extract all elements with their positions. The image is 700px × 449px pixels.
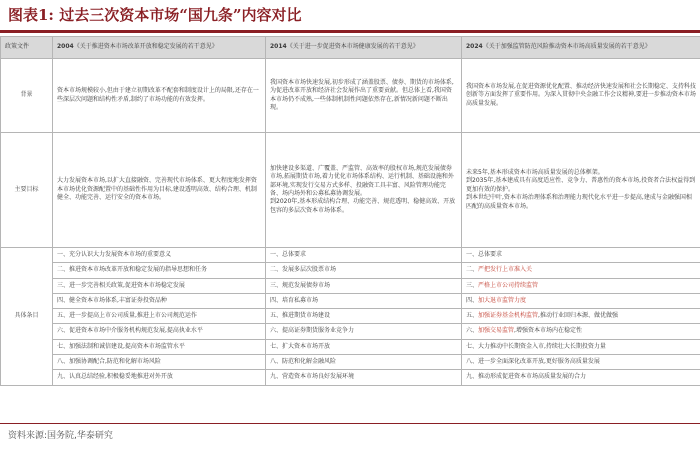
table-row (1, 278, 700, 293)
table-row (1, 339, 700, 354)
item-2024-text: 八、进一步全面深化改革开放,更好服务高质量发展 (466, 358, 600, 366)
page-title: 图表1: 过去三次资本市场“国九条”内容对比 (8, 6, 302, 24)
header-2014: 2014《关于进一步促进资本市场健康发展的若干意见》 (266, 37, 462, 59)
title-divider (0, 30, 700, 33)
table-row (1, 355, 700, 370)
bottom-divider (0, 423, 700, 424)
table-row (1, 293, 700, 308)
item-2024-num: 二、 (466, 266, 479, 274)
item-2024-text: 九、推动形成促进资本市场高质量发展的合力 (466, 373, 587, 381)
item-2024-highlight: 加强证券基金机构监管 (478, 312, 539, 320)
item-2024-rest: ,增强资本市场内在稳定性 (514, 327, 582, 335)
goals-2004: 大力发展资本市场,以扩大直接融资、完善现代市场体系、更大程度地发挥资本市场优化资源配置中的基础性作用为目标,建设透明高效、结构合理、机制健全、功能完善、运行安全的资本市场。 (53, 133, 266, 248)
item-2014: 九、营造资本市场良好发展环境 (266, 370, 462, 385)
item-2014: 一、总体要求 (266, 248, 462, 263)
table-row (1, 309, 700, 324)
table-row (1, 263, 700, 278)
item-2004: 八、加强协调配合,防范和化解市场风险 (53, 355, 266, 370)
item-2024 (462, 293, 700, 308)
item-2024 (462, 248, 700, 263)
item-2024-num: 六、 (466, 327, 479, 335)
item-2024 (462, 339, 700, 354)
header-2004: 2004《关于推进资本市场改革开放和稳定发展的若干意见》 (53, 37, 266, 59)
item-2024-highlight: 严把发行上市准入关 (478, 266, 533, 274)
item-2014: 六、提高证券期货服务业竞争力 (266, 324, 462, 339)
item-2004: 四、健全资本市场体系,丰富证券投资品种 (53, 293, 266, 308)
item-2004: 六、促进资本市场中介服务机构规范发展,提高执业水平 (53, 324, 266, 339)
item-2024-text: 一、总体要求 (466, 250, 503, 258)
item-2004: 二、推进资本市场改革开放和稳定发展的指导思想和任务 (53, 263, 266, 278)
item-2024-rest: ,推动行业回归本源、做优做强 (538, 312, 618, 320)
item-2024-num: 四、 (466, 296, 479, 304)
item-2004: 三、进一步完善相关政策,促进资本市场稳定发展 (53, 278, 266, 293)
goals-2024-part-b: 到2035年,基本建成具有高度适应性、竞争力、普惠性的资本市场,投资者合法权益得到更加有效的保护。 (466, 177, 696, 193)
row-label-goals: 主要目标 (1, 133, 53, 248)
header-2024: 2024《关于加强监管防范风险推动资本市场高质量发展的若干意见》 (462, 37, 700, 59)
item-2024 (462, 370, 700, 385)
item-2024 (462, 324, 700, 339)
item-2024-highlight: 加大退市监管力度 (478, 296, 527, 304)
item-2014: 八、防范和化解金融风险 (266, 355, 462, 370)
table-row (1, 370, 700, 385)
goals-2014-part-a: 加快建设多渠道、广覆盖、严监管、高效率的股权市场,规范发展债券市场,拓展期货市场,着力优化市场体系结构、运行机制、基础设施和外部环境,实现发行交易方式多样、投融资工具丰富、风险管理功能完备、场内场外和公募私募协调发展。 (270, 164, 454, 197)
header-row (1, 37, 700, 59)
item-2024-highlight: 严格上市公司持续监管 (478, 281, 539, 289)
item-2014: 四、培育私募市场 (266, 293, 462, 308)
background-row (1, 59, 700, 133)
item-2024-text: 七、大力推动中长期资金入市,持续壮大长期投资力量 (466, 342, 606, 350)
item-2024 (462, 355, 700, 370)
background-2004: 资本市场规模较小,但由于建立初期改革不配套和制度设计上的局限,还存在一些深层次问题和结构性矛盾,制约了市场功能的有效发挥。 (53, 59, 266, 133)
goals-2024-part-c: 到本世纪中叶,资本市场治理体系和治理能力现代化水平进一步提高,建成与金融强国相匹配的高质量资本市场。 (466, 194, 692, 210)
item-2024 (462, 278, 700, 293)
goals-row (1, 133, 700, 248)
item-2014: 三、规范发展债券市场 (266, 278, 462, 293)
item-2004: 一、充分认识大力发展资本市场的重要意义 (53, 248, 266, 263)
item-2024 (462, 263, 700, 278)
item-2024 (462, 309, 700, 324)
table-row (1, 248, 700, 263)
background-2024: 我国资本市场发展,在促进资源优化配置、推动经济快速发展和社会长期稳定、支持科技创新等方面发挥了重要作用。为深入贯彻中央金融工作会议精神,要进一步推动资本市场高质量发展。 (462, 59, 700, 133)
background-2014: 我国资本市场快速发展,初步形成了涵盖股票、债券、期货的市场体系,为促进改革开放和经济社会发展作出了重要贡献。但总体上看,我国资本市场仍不成熟,一些体制机制性问题依然存在,新情况新问题不断出现。 (266, 59, 462, 133)
header-policy-doc: 政策文件 (1, 37, 53, 59)
row-label-background: 背景 (1, 59, 53, 133)
item-2024-num: 五、 (466, 312, 479, 320)
table-row (1, 324, 700, 339)
item-2024-highlight: 加强交易监管 (478, 327, 515, 335)
goals-2024 (462, 133, 700, 248)
goals-2014-part-b: 到2020年,基本形成结构合理、功能完善、规范透明、稳健高效、开放包容的多层次资本市场体系。 (270, 198, 456, 214)
comparison-table (0, 36, 700, 386)
row-label-items: 具体条目 (1, 248, 53, 386)
item-2004: 七、加强法制和诚信建设,提高资本市场监管水平 (53, 339, 266, 354)
item-2014: 五、推进期货市场建设 (266, 309, 462, 324)
goals-2024-part-a: 未来5年,基本形成资本市场高质量发展的总体框架。 (466, 168, 604, 176)
item-2014: 七、扩大资本市场开放 (266, 339, 462, 354)
source-footnote: 资料来源:国务院,华泰研究 (8, 431, 113, 441)
item-2014: 二、发展多层次股票市场 (266, 263, 462, 278)
item-2004: 九、认真总结经验,积极稳妥地推进对外开放 (53, 370, 266, 385)
goals-2014 (266, 133, 462, 248)
item-2024-num: 三、 (466, 281, 479, 289)
item-2004: 五、进一步提高上市公司质量,推进上市公司规范运作 (53, 309, 266, 324)
